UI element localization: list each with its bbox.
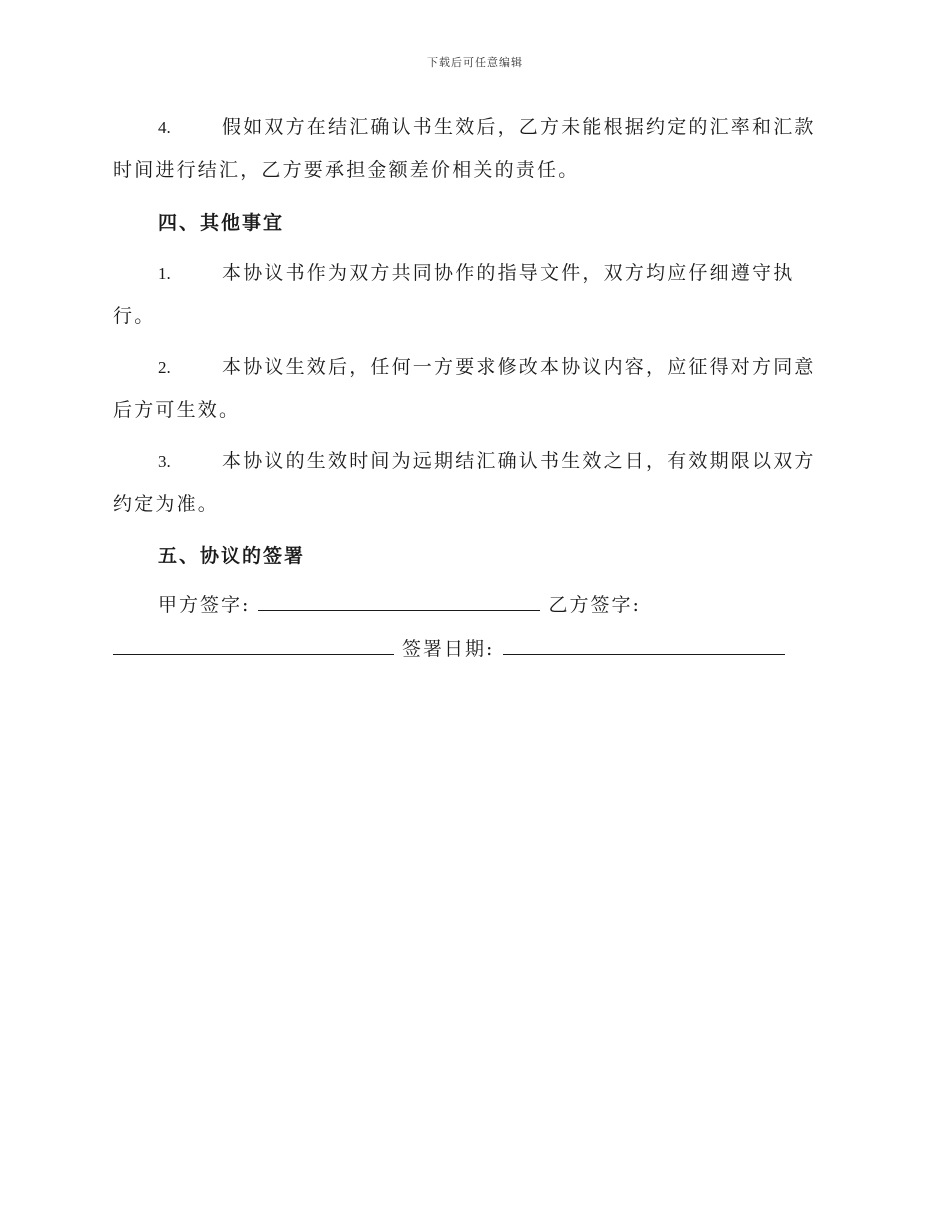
clause-3-paragraph xyxy=(113,440,835,526)
clause-number: 2. xyxy=(158,358,171,377)
clause-text: 假如双方在结汇确认书生效后，乙方未能根据约定的汇率和汇款时间进行结汇，乙方要承担金额差价相关的责任。 xyxy=(113,116,816,181)
signing-date-label: 签署日期: xyxy=(402,638,495,660)
signing-date-blank[interactable] xyxy=(503,632,785,655)
party-a-signature-label: 甲方签字: xyxy=(158,594,251,616)
section-heading-signing: 五、协议的签署 xyxy=(158,545,306,567)
party-b-signature-blank[interactable] xyxy=(113,632,394,655)
clause-text: 本协议的生效时间为远期结汇确认书生效之日，有效期限以双方约定为准。 xyxy=(113,450,816,515)
clause-number: 1. xyxy=(158,264,171,283)
party-b-signature-label: 乙方签字: xyxy=(548,594,641,616)
clause-number: 4. xyxy=(158,118,171,137)
signature-row-2 xyxy=(113,632,785,661)
party-a-signature-blank[interactable] xyxy=(258,588,540,611)
clause-number: 3. xyxy=(158,452,171,471)
clause-text: 本协议生效后，任何一方要求修改本协议内容，应征得对方同意后方可生效。 xyxy=(113,356,816,421)
clause-1-paragraph xyxy=(113,252,835,338)
signature-row-1 xyxy=(158,588,641,617)
clause-4-paragraph xyxy=(113,106,835,192)
header-note: 下载后可任意编辑 xyxy=(427,56,523,69)
clause-2-paragraph xyxy=(113,346,835,432)
section-heading-other-matters: 四、其他事宜 xyxy=(158,212,285,234)
clause-text: 本协议书作为双方共同协作的指导文件，双方均应仔细遵守执行。 xyxy=(113,262,795,327)
